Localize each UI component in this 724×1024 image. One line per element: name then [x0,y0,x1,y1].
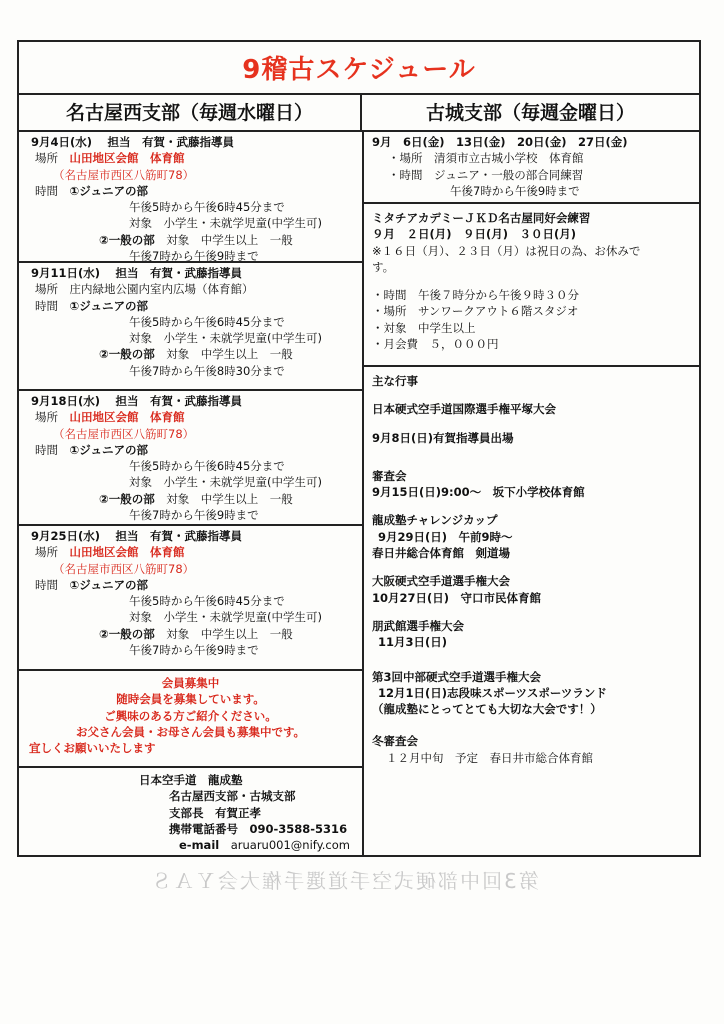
time-label: 時間 [35,577,58,592]
block-date: 9月18日(水) [31,394,101,408]
general-target: 対象 中学生以上 一般 [166,626,293,641]
general-target: 対象 中学生以上 一般 [166,491,293,506]
mitachi-note: ※１６日（月）、２３日（月）は祝日の為、お休みで [372,243,641,258]
mitachi-title: ミタチアカデミーＪＫＤ名古屋同好会練習 [372,211,591,225]
kojo-time: ・時間 ジュニア・一般の部合同練習 [388,167,584,182]
kojo-time-2: 午後7時から午後9時まで [450,183,580,198]
kojo-dates: 9月 6日(金) 13日(金) 20日(金) 27日(金) [372,135,628,149]
address: （名古屋市西区八筋町78） [53,426,195,441]
event-detail-2: 春日井総合体育館 剣道場 [372,546,510,561]
place-label: 場所 [35,282,58,297]
junior-time: 午後5時から午後6時45分まで [129,459,285,474]
schedule-block-3 [19,524,362,669]
event-detail-2: （龍成塾にとってとても大切な大会です！） [372,702,602,717]
title-row [19,42,699,95]
recruit-line-1: 会員募集中 [161,676,220,690]
mitachi-target: ・対象 中学生以上 [372,320,476,335]
schedule-sheet [17,40,701,857]
event-detail: 10月27日(日) 守口市民体育館 [372,590,542,605]
mitachi-box [364,202,699,365]
bleed-through-text: 第3回中部硬式空手道選手権大会ＹＡＳ [150,869,539,893]
general-target: 対象 中学生以上 一般 [166,347,293,362]
email-label: e-mail [179,838,220,853]
mitachi-note-2: す。 [372,259,395,274]
block-staff: 担当 有賀・武藤指導員 [115,266,243,280]
event-detail: 9月15日(日)9:00～ 坂下小学校体育館 [372,485,585,500]
recruit-line-3: ご興味のある方ご紹介ください。 [104,708,277,723]
phone-label: 携帯電話番号 [169,821,238,836]
contact-box [19,766,362,857]
place-label: 場所 [35,151,58,166]
place: 山田地区会館 体育館 [69,151,185,166]
left-header: 名古屋西支部（毎週水曜日） [19,93,362,130]
schedule-block-0 [19,132,362,264]
junior-target: 対象 小学生・未就学児童(中学生可) [129,331,322,346]
place: 山田地区会館 体育館 [69,545,185,560]
junior-label: ①ジュニアの部 [69,183,149,198]
junior-time: 午後5時から午後6時45分まで [129,200,285,215]
contact-branches: 名古屋西支部・古城支部 [169,789,296,804]
general-time: 午後7時から午後8時30分まで [129,363,285,378]
general-label: ②一般の部 [99,626,155,641]
time-label: 時間 [35,442,58,457]
block-date: 9月25日(水) [31,529,101,543]
place-label: 場所 [35,545,58,560]
event-title: 朋武館選手権大会 [372,618,464,633]
mitachi-fee: ・月会費 ５，０００円 [372,337,499,352]
general-time: 午後7時から午後9時まで [129,249,259,264]
event-detail: 12月1日(日)志段味スポーツスポーツランド [378,685,607,700]
right-header: 古城支部（毎週金曜日） [425,102,635,124]
event-title: 龍成塾チャレンジカップ [372,513,498,528]
address: （名古屋市西区八筋町78） [53,561,195,576]
general-time: 午後7時から午後9時まで [129,643,259,658]
junior-label: ①ジュニアの部 [69,442,149,457]
block-staff: 担当 有賀・武藤指導員 [115,529,243,543]
event-detail: 11月3日(日) [378,635,448,650]
general-label: ②一般の部 [99,347,155,362]
header-row [19,93,699,132]
events-box [364,365,699,857]
general-label: ②一般の部 [99,491,155,506]
recruit-line-4: お父さん会員・お母さん会員も募集中です。 [75,724,306,739]
event-title: 第3回中部硬式空手道選手権大会 [372,669,541,684]
recruit-line-5: 宜しくお願いいたします [29,741,156,756]
schedule-block-2 [19,389,362,524]
junior-target: 対象 小学生・未就学児童(中学生可) [129,475,322,490]
event-detail: 9月8日(日)有賀指導員出場 [372,430,514,445]
event-detail: １２月中旬 予定 春日井市総合体育館 [386,750,593,765]
time-label: 時間 [35,298,58,313]
block-staff: 担当 有賀・武藤指導員 [115,394,243,408]
junior-time: 午後5時から午後6時45分まで [129,314,285,329]
mitachi-time: ・時間 午後７時分から午後９時３０分 [372,288,579,303]
block-date: 9月4日(水) [31,135,93,149]
junior-time: 午後5時から午後6時45分まで [129,594,285,609]
contact-head: 支部長 有賀正孝 [169,805,261,820]
general-label: ②一般の部 [99,232,155,247]
page-title: 9稽古スケジュール [242,55,476,85]
event-title: 審査会 [372,468,407,483]
event-title: 日本硬式空手道国際選手権平塚大会 [372,402,556,417]
place-label: 場所 [35,410,58,425]
events-header: 主な行事 [372,374,418,388]
schedule-block-1 [19,261,362,389]
place: 庄内緑地公園内室内広場（体育館） [69,282,254,297]
junior-label: ①ジュニアの部 [69,298,149,313]
general-target: 対象 中学生以上 一般 [166,232,293,247]
mitachi-dates: ９月 ２日(月) ９日(月) ３０日(月) [372,227,577,242]
place: 山田地区会館 体育館 [69,410,185,425]
block-staff: 担当 有賀・武藤指導員 [107,135,235,149]
recruit-line-2: 随時会員を募集しています。 [116,692,265,707]
address: （名古屋市西区八筋町78） [53,167,195,182]
email-address: aruaru001@nify.com [230,838,350,853]
event-title: 冬審査会 [372,734,418,749]
kojo-place: ・場所 清須市立古城小学校 体育館 [388,151,584,166]
recruit-box [19,669,362,766]
general-time: 午後7時から午後9時まで [129,508,259,523]
time-label: 時間 [35,183,58,198]
junior-target: 対象 小学生・未就学児童(中学生可) [129,216,322,231]
event-detail: 9月29日(日) 午前9時～ [378,529,513,544]
block-date: 9月11日(水) [31,266,101,280]
event-title: 大阪硬式空手道選手権大会 [372,574,510,589]
contact-org: 日本空手道 龍成塾 [139,773,243,787]
junior-label: ①ジュニアの部 [69,577,149,592]
phone-number: 090-3588-5316 [249,821,348,836]
mitachi-place: ・場所 サンワークアウト６階スタジオ [372,304,579,319]
junior-target: 対象 小学生・未就学児童(中学生可) [129,610,322,625]
